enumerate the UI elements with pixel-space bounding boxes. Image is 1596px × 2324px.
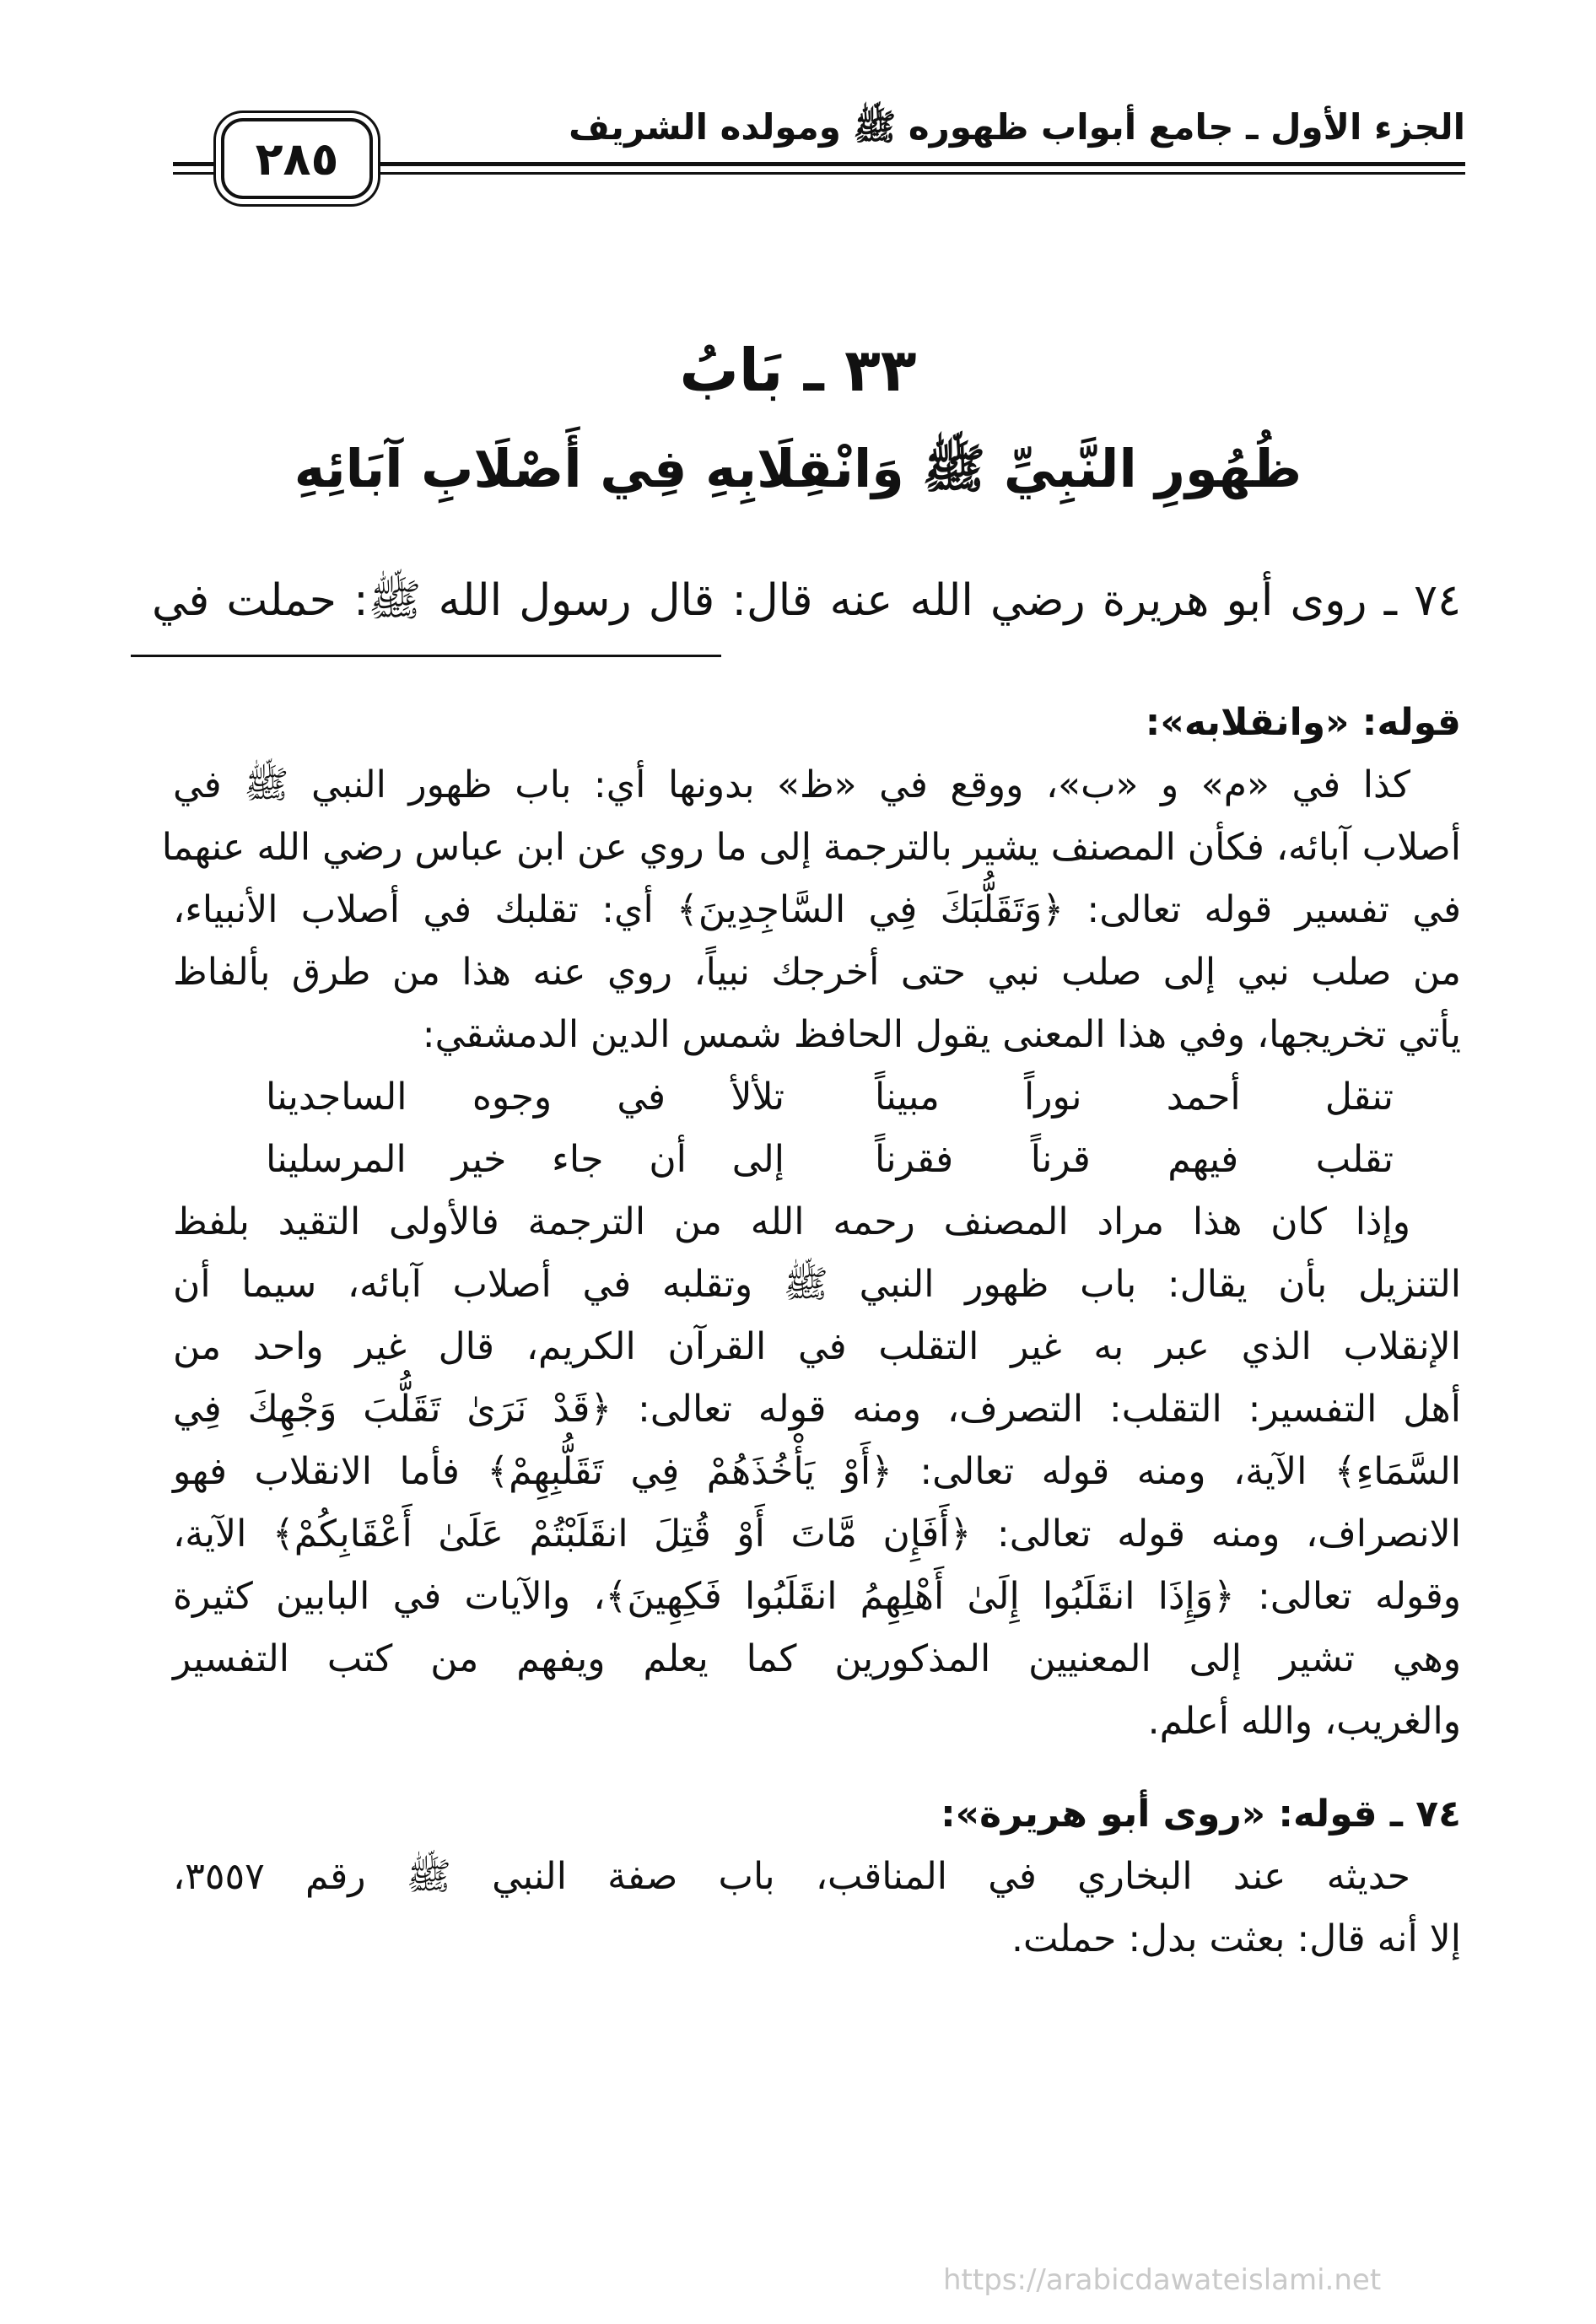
commentary-line: السَّمَاءِ﴾ الآية، ومنه قوله تعالى: ﴿أَوْ يَأْخُذَهُمْ فِي تَقَلُّبِهِمْ﴾ فأما الانقلاب فهو: [173, 1450, 1461, 1493]
commentary-line: في تفسير قوله تعالى: ﴿وَتَقَلُّبَكَ فِي السَّاجِدِينَ﴾ أي: تقلبك في أصلاب الأنبياء،: [173, 888, 1461, 931]
verse-row: [266, 1129, 1394, 1191]
paragraph-spacer: [173, 1753, 1461, 1783]
poem-verses: [173, 1066, 1461, 1191]
page-number-frame: [221, 118, 373, 199]
verse-second-hemistich: إلى أن جاء خير المرسلينا: [266, 1138, 785, 1181]
footnote-separator: [131, 655, 721, 657]
commentary-line: إلا أنه قال: بعثت بدل: حملت.: [1011, 1917, 1461, 1960]
commentary-line: أهل التفسير: التقلب: التصرف، ومنه قوله تعالى: ﴿قَدْ نَرَىٰ تَقَلُّبَ وَجْهِكَ فِي: [173, 1388, 1461, 1431]
verse-first-hemistich: تقلب فيهم قرناً فقرناً: [874, 1138, 1394, 1181]
commentary-section: [161, 692, 1461, 1971]
commentary-line: الانصراف، ومنه قوله تعالى: ﴿أَفَإِن مَّاتَ أَوْ قُتِلَ انقَلَبْتُمْ عَلَىٰ أَعْقَابِكُمْ﴾ الآية،: [173, 1512, 1461, 1556]
verse-first-hemistich: تنقل أحمد نوراً مبيناً: [874, 1076, 1394, 1119]
running-header-title: الجزء الأول ـ جامع أبواب ظهوره ﷺ ومولده الشريف: [569, 106, 1465, 148]
commentary-line: والغريب، والله أعلم.: [1147, 1700, 1461, 1743]
watermark-url: https://arabicdawateislami.net: [943, 2263, 1382, 2297]
commentary-line: التنزيل بأن يقال: باب ظهور النبي ﷺ وتقلبه في أصلاب آبائه، سيما أن: [173, 1263, 1461, 1306]
hadith-text-line: ٧٤ ـ روى أبو هريرة رضي الله عنه قال: قال رسول الله ﷺ: حملت في: [152, 575, 1461, 626]
commentary-line: وإذا كان هذا مراد المصنف رحمه الله من الترجمة فالأولى التقيد بلفظ: [173, 1200, 1410, 1243]
commentary-line: وهي تشير إلى المعنيين المذكورين كما يعلم ويفهم من كتب التفسير: [173, 1637, 1461, 1680]
chapter-number-heading: ٣٣ ـ بَابُ: [679, 336, 917, 405]
commentary-heading-1: قوله: «وانقلابه»:: [1145, 701, 1461, 744]
page-number: ٢٨٥: [255, 132, 339, 186]
commentary-line: كذا في «م» و «ب»، ووقع في «ظ» بدونها أي: باب ظهور النبي ﷺ في: [173, 763, 1410, 806]
verse-row: [266, 1066, 1394, 1129]
commentary-line: الإنقلاب الذي عبر به غير التقلب في القرآن الكريم، قال غير واحد من: [173, 1325, 1461, 1368]
commentary-line: من صلب نبي إلى صلب نبي حتى أخرجك نبياً، روي عنه هذا من طرق بألفاظ: [173, 951, 1461, 994]
chapter-title: ظُهُورِ النَّبِيِّ ﷺ وَانْقِلَابِهِ فِي أَصْلَابِ آبَائِهِ: [294, 438, 1302, 499]
commentary-line: يأتي تخريجها، وفي هذا المعنى يقول الحافظ شمس الدين الدمشقي:: [422, 1013, 1461, 1056]
verse-second-hemistich: تلألأ في وجوه الساجدينا: [266, 1076, 785, 1119]
commentary-line: أصلاب آبائه، فكأن المصنف يشير بالترجمة إلى ما روي عن ابن عباس رضي الله عنهما: [161, 826, 1461, 869]
commentary-heading-2: ٧٤ ـ قوله: «روى أبو هريرة»:: [941, 1793, 1461, 1836]
commentary-line: وقوله تعالى: ﴿وَإِذَا انقَلَبُوا إِلَىٰ أَهْلِهِمُ انقَلَبُوا فَكِهِينَ﴾، والآيات في البابين كثيرة: [173, 1575, 1461, 1618]
commentary-line: حديثه عند البخاري في المناقب، باب صفة النبي ﷺ رقم ٣٥٥٧،: [173, 1855, 1410, 1898]
